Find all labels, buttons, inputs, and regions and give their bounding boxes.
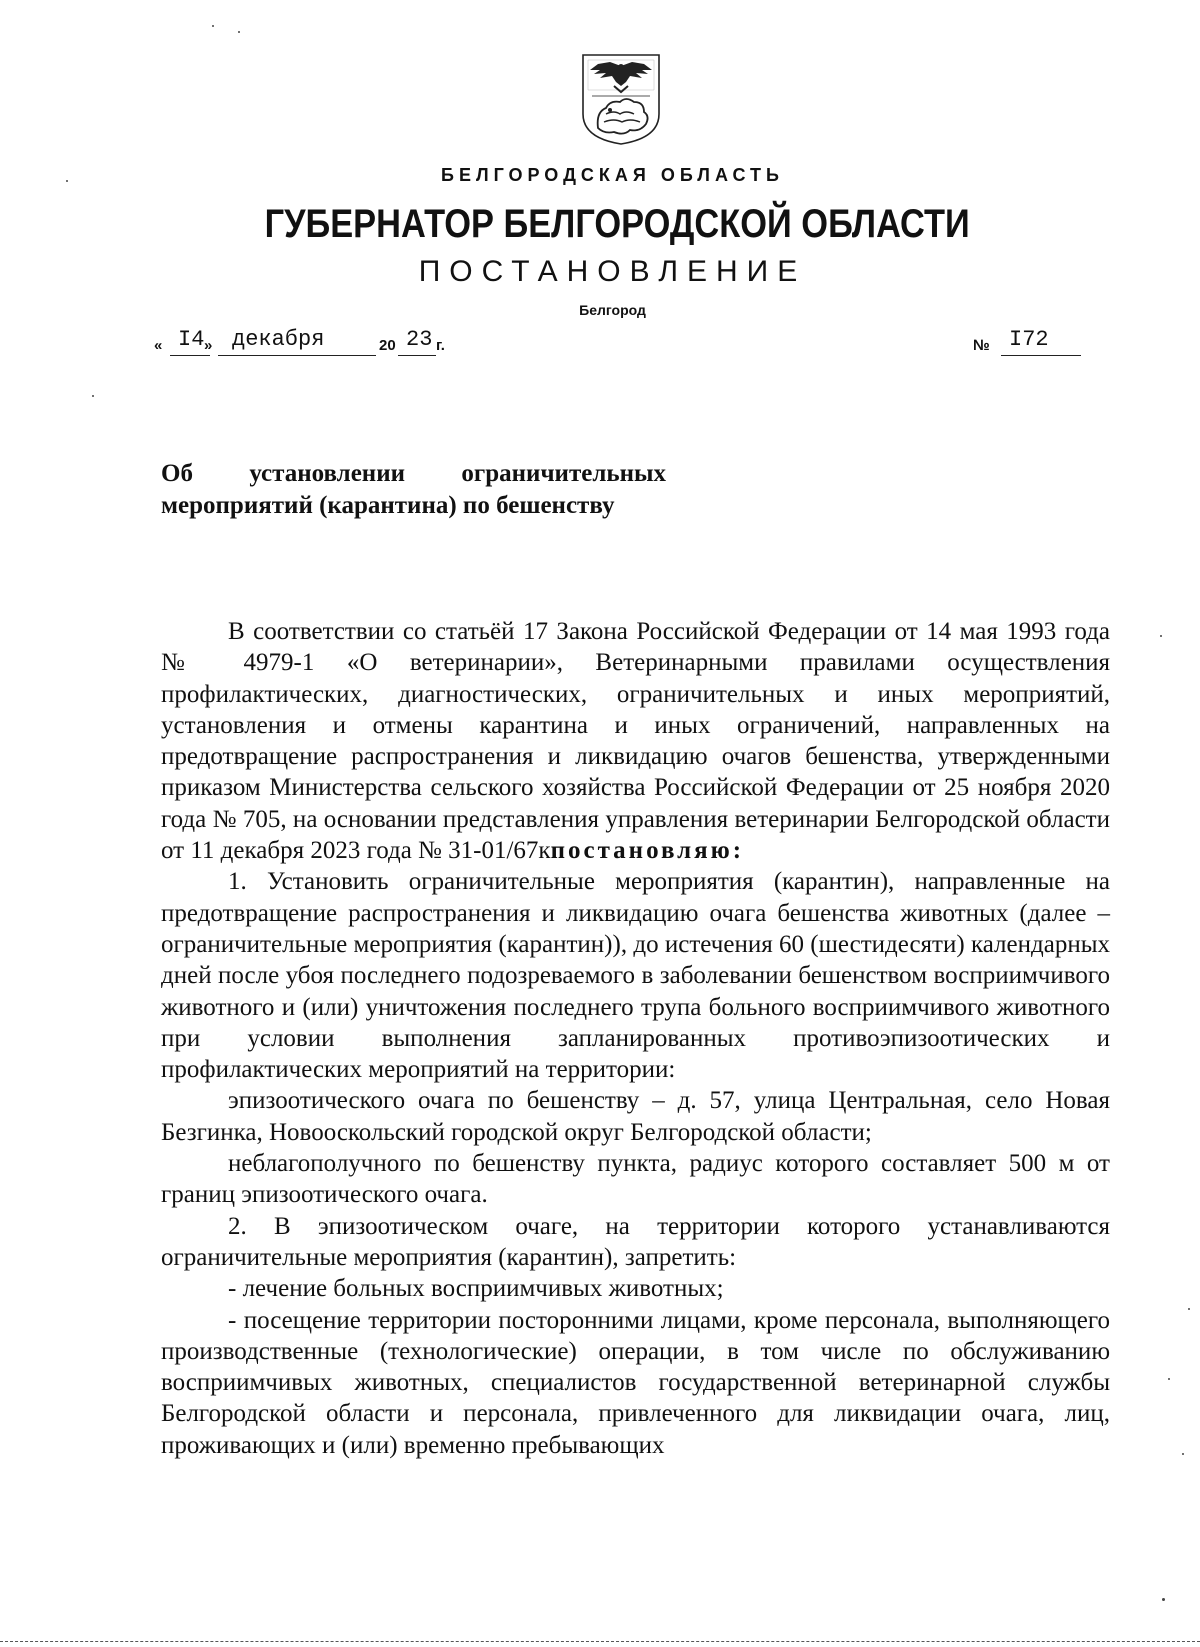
clause-1-point-paragraph: неблагополучного по бешенству пункта, радиус которого составляет 500 м от границ эпизоотического очага. [161, 1150, 1110, 1209]
date-year: 23 [406, 327, 433, 352]
clause-1-paragraph: 1. Установить ограничительные мероприятия (карантин), направленные на предотвращение распространения и ликвидацию очага бешенства животных (далее – ограничительные мероприятия (карантин)), до истечения 60 (шестидесяти) календарных дней после убоя последнего подозреваемого в заболевании бешенством восприимчивого животного и (или) уничтожения последнего трупа больного восприимчивого животного при условии выполнения запланированных противоэпизоотических и профилактических мероприятий на территории: [161, 868, 1110, 1084]
year-underline [398, 355, 436, 356]
date-year-suffix: г. [436, 337, 445, 354]
preamble-paragraph [161, 616, 1110, 866]
clause-2-item-2: - посещение территории посторонними лицами, кроме персонала, выполняющего производственные (технологические) операции, в том числе по обслуживанию восприимчивых животных, специалистов государственной ветеринарной службы Белгородской области и персонала, привлеченного для ликвидации очага, лиц, проживающих и (или) временно пребывающих [161, 1306, 1110, 1459]
decree-body [161, 616, 1110, 1461]
day-underline [170, 355, 210, 356]
document-type: ПОСТАНОВЛЕНИЕ [418, 255, 807, 288]
subject-word-1: Об [161, 460, 193, 487]
decree-keyword: постановляю: [550, 837, 745, 865]
scan-edge-line [0, 1641, 1200, 1642]
decree-subject [161, 458, 666, 522]
city-label: Белгород [579, 302, 646, 318]
subject-word-2: установлении [249, 460, 406, 487]
month-underline [218, 355, 376, 356]
preamble-text: В соответствии со статьёй 17 Закона Российской Федерации от 14 мая 1993 года № 4979-1 «О ветеринарии», Ветеринарными правилами осуществления профилактических, диагностических, ограничительных и иных мероприятий, установления и отмены карантина и иных ограничений, направленных на предотвращение распространения и ликвидацию очагов бешенства, утвержденными приказом Министерства сельского хозяйства Российской Федерации от 25 ноября 2020 года № 705, на основании представления управления ветеринарии Белгородской области от 11 декабря 2023 года № 31-01/67к [161, 618, 1110, 865]
authority-heading: ГУБЕРНАТОР БЕЛГОРОДСКОЙ ОБЛАСТИ [264, 202, 970, 246]
decree-date [154, 327, 482, 357]
number-value: I72 [1009, 327, 1049, 352]
date-open-quote: « [154, 337, 163, 354]
clause-1-focus-paragraph: эпизоотического очага по бешенству – д. 57, улица Центральная, село Новая Безгинка, Новооскольский городской округ Белгородской области; [161, 1087, 1110, 1146]
clause-2-item-1: - лечение больных восприимчивых животных; [228, 1275, 724, 1303]
date-day: I4 [178, 327, 205, 352]
date-close-quote: » [204, 337, 213, 354]
subject-line-2: мероприятий (карантина) по бешенству [161, 492, 615, 519]
belgorod-coat-of-arms-icon [580, 52, 662, 146]
number-underline [1001, 355, 1081, 356]
clause-2-paragraph: 2. В эпизоотическом очаге, на территории которого устанавливаются ограничительные мероприятия (карантин), запретить: [161, 1212, 1110, 1271]
date-century: 20 [379, 337, 396, 354]
region-heading: БЕЛГОРОДСКАЯ ОБЛАСТЬ [441, 165, 784, 185]
date-month: декабря [232, 327, 325, 352]
number-label: № [973, 337, 990, 354]
decree-number [973, 327, 1083, 357]
subject-word-3: ограничительных [461, 460, 666, 487]
